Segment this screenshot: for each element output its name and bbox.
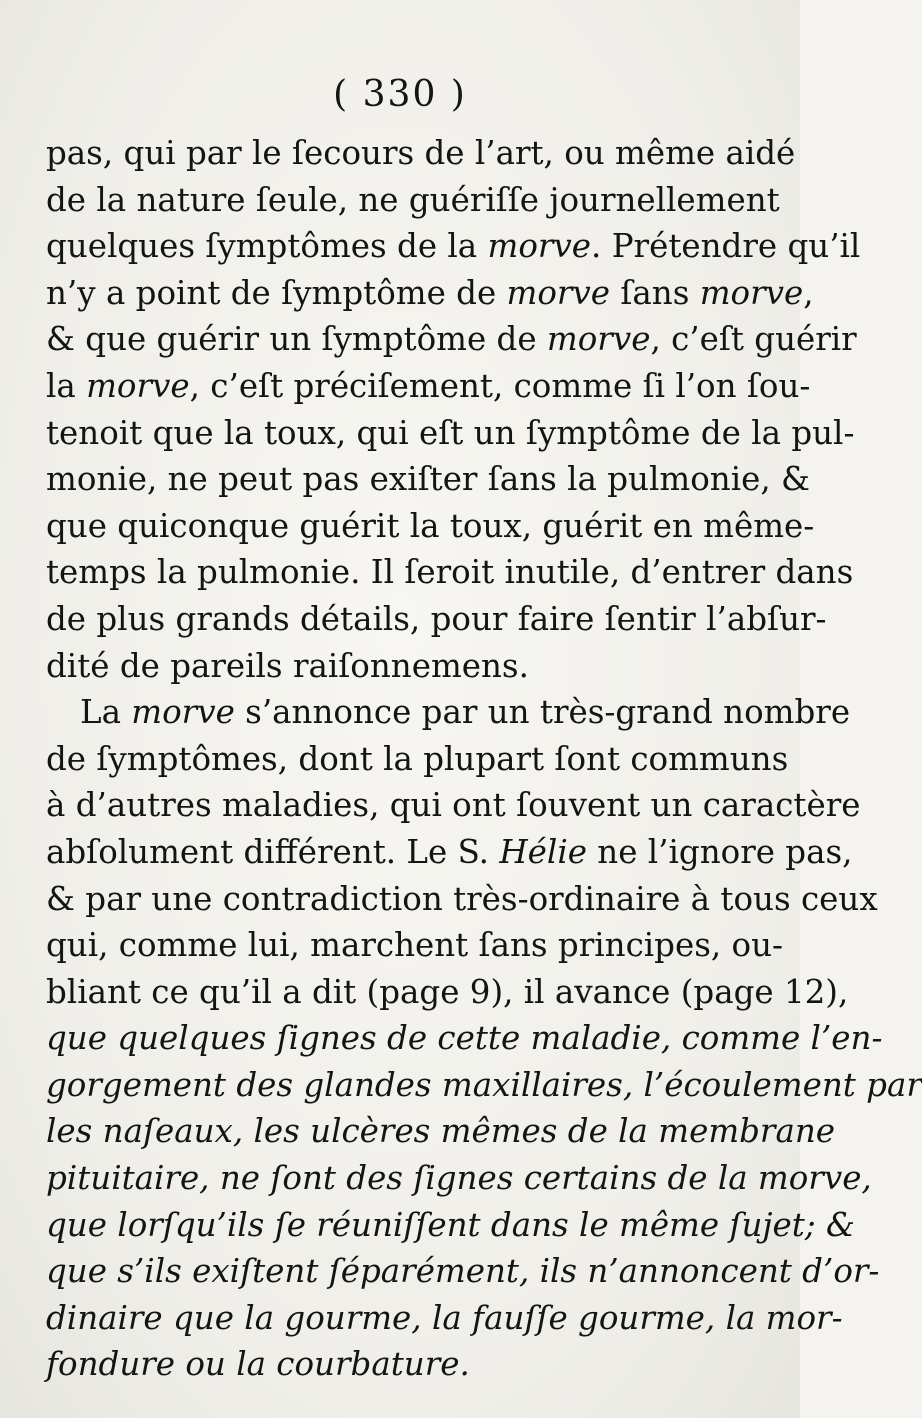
text-run: dité de pareils raiſonnemens.: [46, 646, 529, 685]
text-run: & par une contradiction très-ordinaire à tous ceux: [46, 879, 878, 918]
paragraph-3-line: les naſeaux, les ulcères mêmes de la membrane: [46, 1112, 836, 1151]
text-run: n’y a point de ſymptôme de: [46, 273, 507, 312]
paragraph-3-line: que quelques ſignes de cette maladie, comme l’en-: [46, 1019, 883, 1058]
paragraph-2-line: [46, 736, 789, 783]
paragraph-1-line: [46, 503, 815, 550]
paragraph-3-line: fondure ou la courbature.: [46, 1345, 470, 1384]
paragraph-2-line: [46, 876, 878, 923]
text-run: , c’eſt guérir: [650, 320, 857, 359]
italic-term: morve: [487, 227, 592, 266]
body-text: [46, 130, 922, 1388]
paragraph-1-line: [46, 456, 810, 503]
paragraph-2-line: [46, 689, 851, 736]
text-run: bliant ce qu’il a dit (page 9), il avance (page 12),: [46, 972, 849, 1011]
text-run: . Prétendre qu’il: [591, 227, 861, 266]
italic-term: morve: [86, 366, 190, 405]
text-run: La: [80, 693, 132, 732]
paragraph-3-line: que lorſqu’ils ſe réuniſſent dans le même ſujet; &: [46, 1205, 855, 1244]
paragraph-2-line: [46, 969, 849, 1016]
italic-term: morve: [131, 693, 235, 732]
paragraph-1-line: [46, 596, 827, 643]
paragraph-1-line: [46, 643, 758, 690]
paragraph-2-line: [46, 782, 861, 829]
text-run: monie, ne peut pas exiſter ſans la pulmonie, &: [46, 460, 810, 499]
italic-term: morve: [699, 273, 804, 312]
paragraph-3-line: que s’ils exiſtent ſéparément, ils n’annoncent d’or-: [46, 1252, 880, 1291]
paragraph-1-line: [46, 130, 796, 177]
paragraph-2-line: [46, 829, 853, 876]
text-run: la: [46, 366, 87, 405]
text-run: de la nature ſeule, ne guériſſe journellement: [46, 180, 780, 219]
paragraph-3-line: pituitaire, ne ſont des ſignes certains de la morve,: [46, 1159, 872, 1198]
text-run: tenoit que la toux, qui eſt un ſymptôme de la pul-: [46, 413, 855, 452]
paragraph-1-line: [46, 363, 811, 410]
paragraph-2: [46, 689, 878, 1015]
italic-term: morve: [546, 320, 651, 359]
text-run: de plus grands détails, pour faire ſentir l’abſur-: [46, 599, 827, 638]
page-number: ( 330 ): [333, 74, 467, 115]
paragraph-1-line: [46, 270, 814, 317]
italic-term: Hélie: [499, 832, 587, 871]
paragraph-1-line: [46, 177, 780, 224]
text-run: qui, comme lui, marchent ſans principes, ou-: [46, 926, 784, 965]
paragraph-2-line: [46, 922, 784, 969]
paragraph-1-line: [46, 549, 854, 596]
paragraph-1-line: [46, 223, 861, 270]
text-run: à d’autres maladies, qui ont ſouvent un caractère: [46, 786, 861, 825]
text-run: s’annonce par un très-grand nombre: [234, 693, 851, 732]
text-run: de ſymptômes, dont la plupart ſont communs: [46, 739, 789, 778]
text-run: & que guérir un ſymptôme de: [46, 320, 547, 359]
text-run: quelques ſymptômes de la: [46, 227, 488, 266]
text-run: temps la pulmonie. Il ſeroit inutile, d’entrer dans: [46, 553, 854, 592]
text-run: abſolument différent. Le S.: [46, 832, 500, 871]
text-run: ,: [803, 273, 814, 312]
paragraph-3-quotation: [46, 1015, 922, 1388]
paragraph-1-line: [46, 410, 855, 457]
text-run: ne l’ignore pas,: [586, 832, 853, 871]
paragraph-1: [46, 130, 861, 689]
text-run: , c’eſt préciſement, comme ſi l’on ſou-: [189, 366, 811, 405]
italic-term: morve: [506, 273, 611, 312]
text-run: ſans: [610, 273, 700, 312]
paragraph-3-line: gorgement des glandes maxillaires, l’écoulement par: [46, 1065, 922, 1104]
text-run: que quiconque guérit la toux, guérit en même-: [46, 506, 815, 545]
text-run: pas, qui par le ſecours de l’art, ou même aidé: [46, 134, 796, 172]
paragraph-1-line: [46, 316, 857, 363]
paragraph-3-line: dinaire que la gourme, la fauſſe gourme, la mor-: [46, 1298, 843, 1337]
